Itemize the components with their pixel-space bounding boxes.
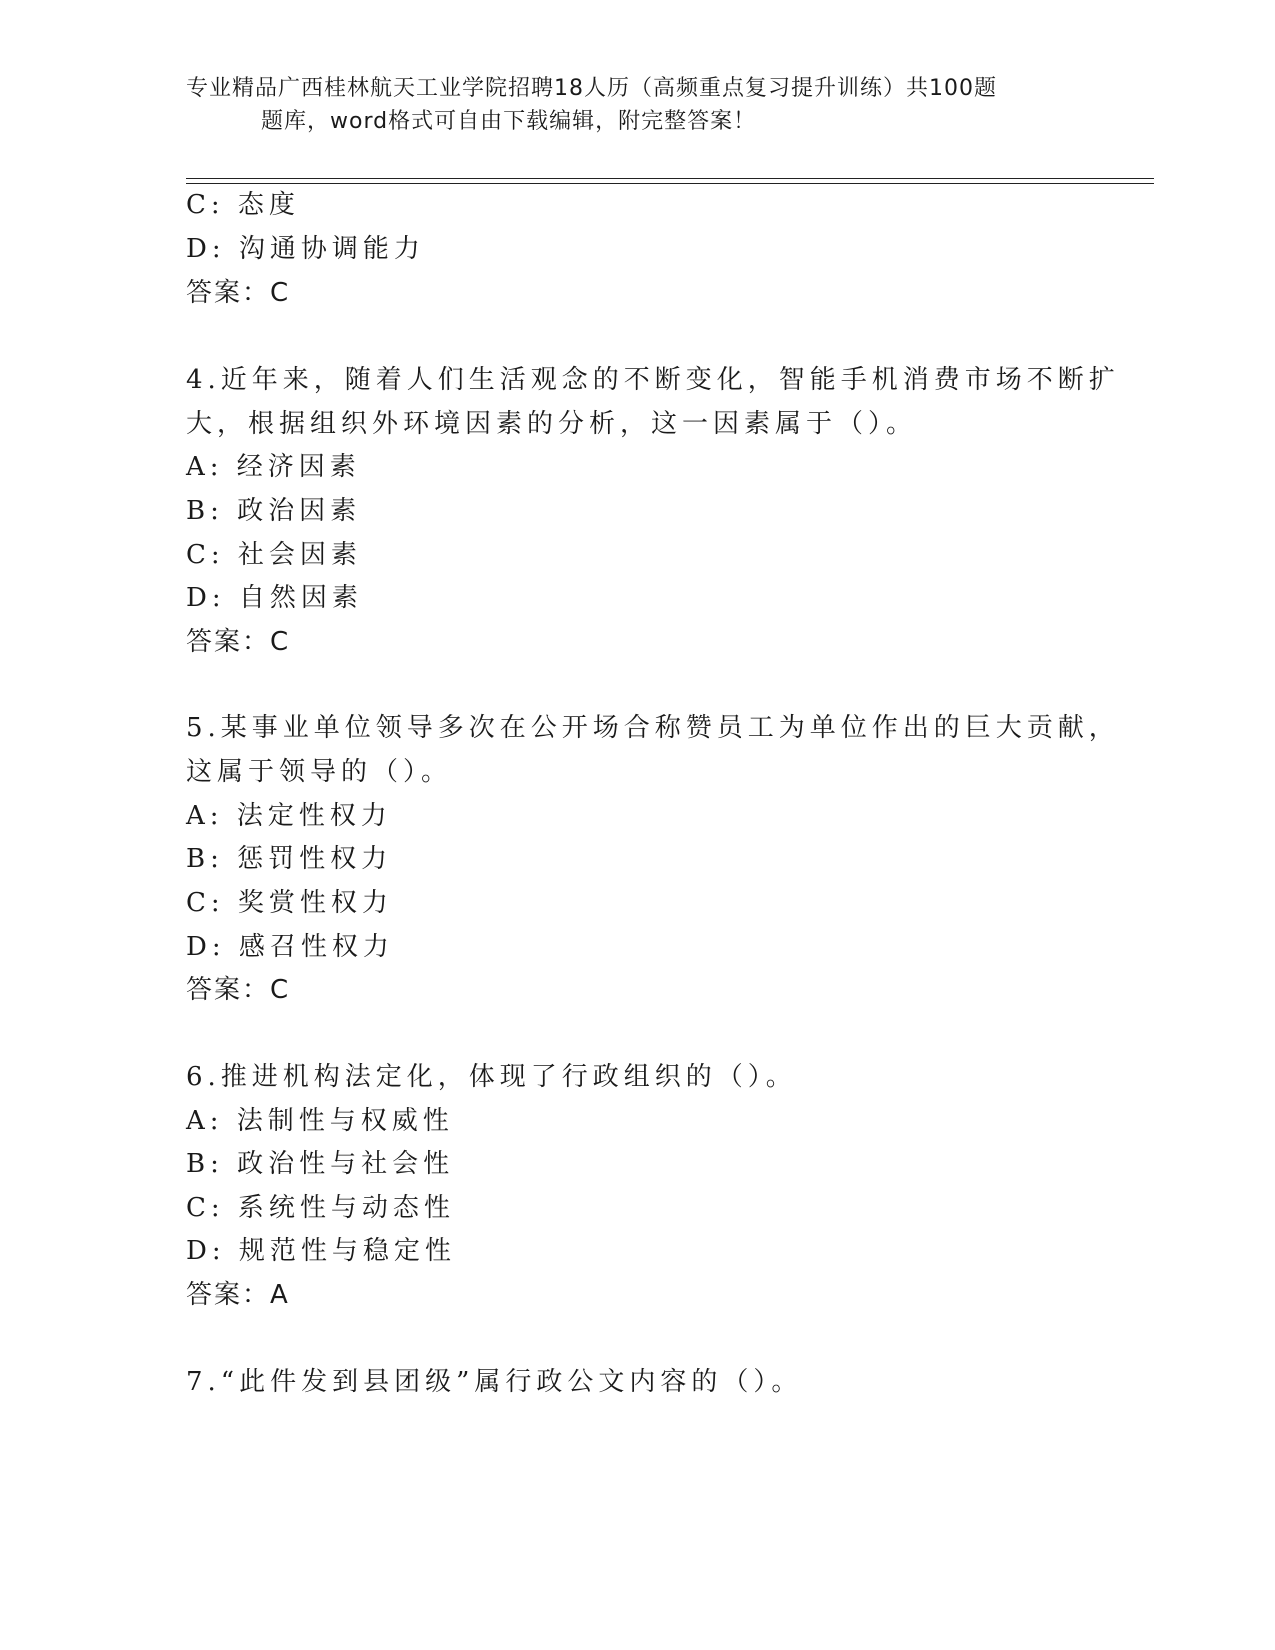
q6-option-d: D: 规范性与稳定性 — [186, 1236, 456, 1266]
q3-answer: 答案：C — [186, 278, 291, 308]
document-header — [186, 72, 1086, 138]
header-divider-top — [186, 178, 1154, 179]
q5-option-d: D: 感召性权力 — [186, 932, 394, 962]
q4-stem-line2: 大，根据组织外环境因素的分析，这一因素属于（）。 — [186, 409, 918, 439]
q4-option-a: A: 经济因素 — [186, 452, 361, 482]
q6-option-a: A: 法制性与权威性 — [186, 1106, 454, 1136]
header-divider-bottom — [186, 183, 1154, 184]
header-title-line1: 专业精品广西桂林航天工业学院招聘18人历（高频重点复习提升训练）共100题 — [186, 76, 997, 101]
q6-answer: 答案：A — [186, 1280, 290, 1310]
q4-option-c: C: 社会因素 — [186, 540, 362, 570]
q5-option-b: B: 惩罚性权力 — [186, 844, 393, 874]
q5-answer: 答案：C — [186, 975, 291, 1005]
q6-option-c: C: 系统性与动态性 — [186, 1193, 455, 1223]
q5-stem-line2: 这属于领导的（）。 — [186, 757, 453, 787]
q6-stem-line1: 6.推进机构法定化，体现了行政组织的（）。 — [186, 1062, 797, 1092]
q5-option-c: C: 奖赏性权力 — [186, 888, 393, 918]
q5-stem-line1: 5.某事业单位领导多次在公开场合称赞员工为单位作出的巨大贡献， — [186, 713, 1120, 743]
q4-option-b: B: 政治因素 — [186, 496, 362, 526]
q6-option-b: B: 政治性与社会性 — [186, 1149, 455, 1179]
q5-option-a: A: 法定性权力 — [186, 801, 392, 831]
q4-answer: 答案：C — [186, 627, 291, 657]
q3-option-d: D: 沟通协调能力 — [186, 234, 425, 264]
q4-stem-line1: 4.近年来，随着人们生活观念的不断变化，智能手机消费市场不断扩 — [186, 365, 1120, 395]
q4-option-d: D: 自然因素 — [186, 583, 363, 613]
header-title-line2: 题库，word格式可自由下载编辑，附完整答案！ — [261, 109, 757, 134]
q3-option-c: C: 态度 — [186, 190, 300, 220]
q7-stem-line1: 7.“此件发到县团级”属行政公文内容的（）。 — [186, 1367, 803, 1397]
